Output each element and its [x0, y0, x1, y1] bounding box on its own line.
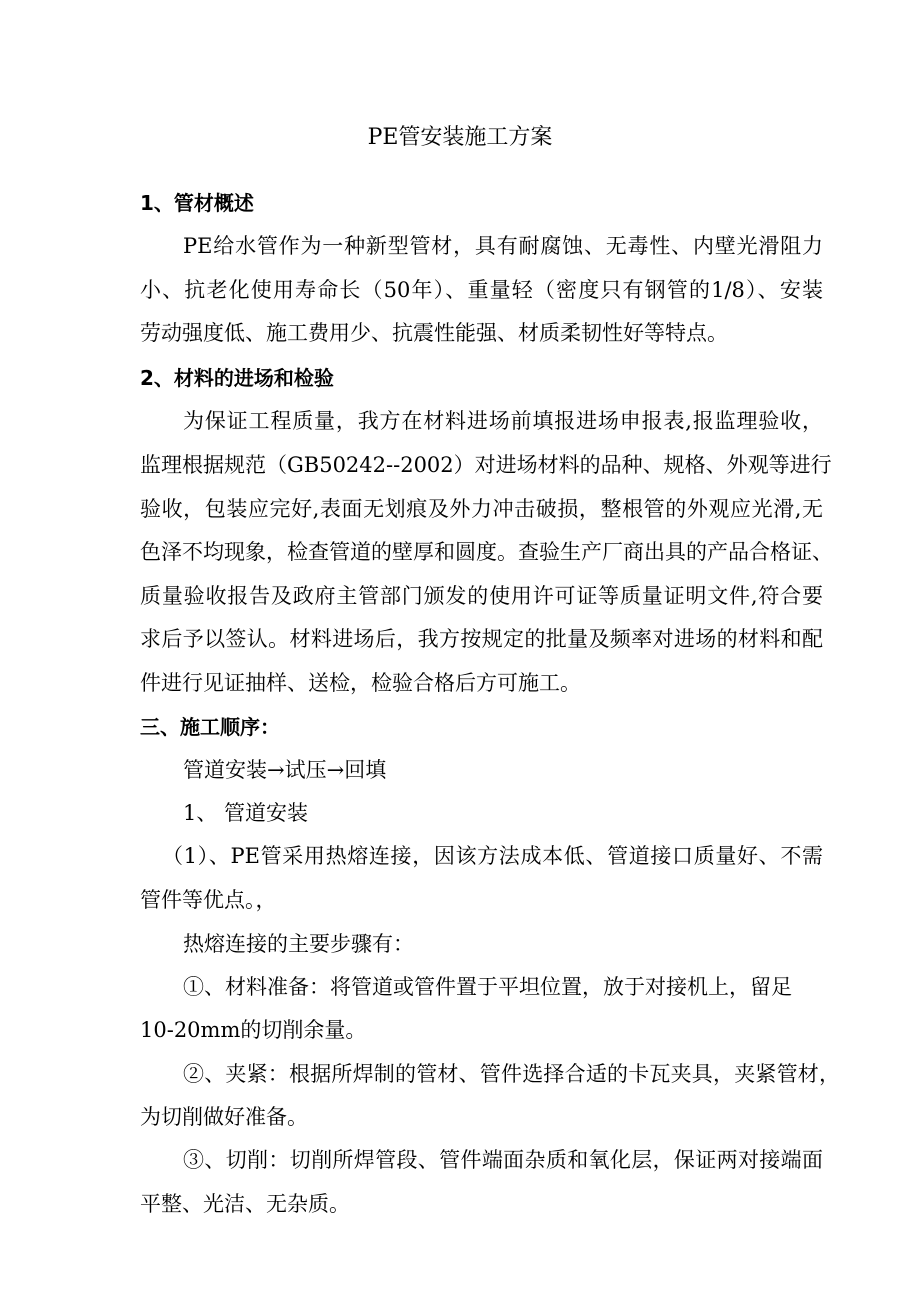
paragraph-line: 为保证工程质量，我方在材料进场前填报进场申报表,报监理验收， — [183, 409, 823, 433]
paragraph-line: 热熔连接的主要步骤有： — [183, 932, 414, 956]
paragraph-line: 10-20mm的切削余量。 — [140, 1018, 367, 1042]
paragraph-line: 质量验收报告及政府主管部门颁发的使用许可证等质量证明文件,符合要 — [140, 584, 823, 608]
paragraph-line: 小、抗老化使用寿命长（50年）、重量轻（密度只有钢管的1/8）、安装 — [140, 278, 823, 302]
paragraph-line: 求后予以签认。材料进场后，我方按规定的批量及频率对进场的材料和配 — [140, 627, 823, 651]
paragraph-line: 劳动强度低、施工费用少、抗震性能强、材质柔韧性好等特点。 — [140, 321, 728, 345]
subsection-heading-pipe-installation: 1、 管道安装 — [183, 801, 309, 825]
section-heading-construction-sequence: 三、施工顺序： — [140, 715, 280, 739]
paragraph-line: 为切削做好准备。 — [140, 1105, 308, 1129]
section-heading-materials-overview: 1、管材概述 — [140, 191, 254, 215]
paragraph-line: 管件等优点。， — [140, 888, 277, 912]
paragraph-line: 平整、光洁、无杂质。 — [140, 1192, 350, 1216]
paragraph-line: ②、夹紧：根据所焊制的管材、管件选择合适的卡瓦夹具，夹紧管材， — [183, 1062, 840, 1086]
paragraph-line: 色泽不均现象，检查管道的壁厚和圆度。查验生产厂商出具的产品合格证、 — [140, 540, 833, 564]
section-heading-materials-inspection: 2、材料的进场和检验 — [140, 366, 334, 390]
paragraph-line: 监理根据规范（GB50242--2002）对进场材料的品种、规格、外观等进行 — [140, 453, 832, 477]
paragraph-line: ①、材料准备：将管道或管件置于平坦位置，放于对接机上，留足 — [183, 975, 792, 999]
paragraph-line: 管道安装→试压→回填 — [183, 758, 387, 782]
document-title: PE管安装施工方案 — [367, 125, 553, 150]
paragraph-line: 验收，包装应完好,表面无划痕及外力冲击破损，整根管的外观应光滑,无 — [140, 497, 823, 521]
paragraph-line: ③、切削：切削所焊管段、管件端面杂质和氧化层，保证两对接端面 — [183, 1148, 823, 1172]
paragraph-line: （1）、PE管采用热熔连接，因该方法成本低、管道接口质量好、不需 — [162, 844, 823, 868]
paragraph-line: 件进行见证抽样、送检，检验合格后方可施工。 — [140, 671, 581, 695]
paragraph-line: PE给水管作为一种新型管材，具有耐腐蚀、无毒性、内壁光滑阻力 — [183, 234, 823, 258]
